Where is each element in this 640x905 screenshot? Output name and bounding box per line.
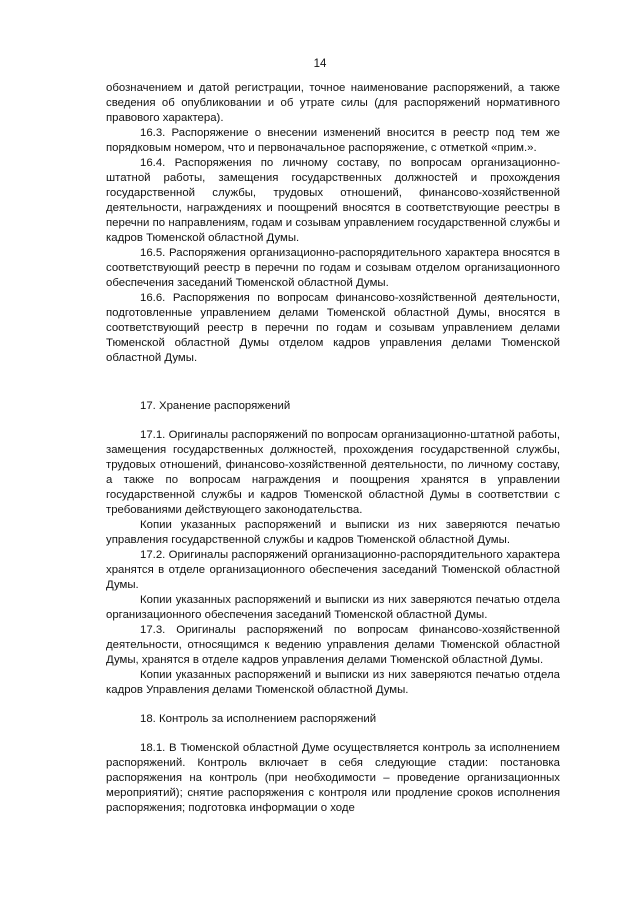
paragraph-17-1-copies: Копии указанных распоряжений и выписки из них заверяются печатью управления государственной службы и кадров Тюменской областной Думы. bbox=[106, 519, 560, 546]
section-gap bbox=[106, 414, 560, 428]
section-gap bbox=[106, 366, 560, 399]
page-number: 14 bbox=[313, 58, 327, 70]
section-18-heading: 18. Контроль за исполнением распоряжений bbox=[140, 713, 377, 725]
paragraph-16-4: 16.4. Распоряжения по личному составу, по вопросам организационно-штатной работы, замещения государственных должностей и прохождения государственной службы, трудовых отношений, финансово-хозяйственной деятельности, награждениях и поощрений вносятся в соответствующие реестры в перечни по направлениям, годам и созывам управлением государственной службы и кадров Тюменской областной Думы. bbox=[106, 157, 560, 244]
paragraph-18-1: 18.1. В Тюменской областной Думе осуществляется контроль за исполнением распоряжений. Контроль включает в себя следующие стадии: постановка распоряжения на контроль (при необходимости – проведение организационных мероприятий); снятие распоряжения с контроля или продление сроков исполнения распоряжения; подготовка информации о ходе bbox=[106, 742, 560, 814]
paragraph-16-6: 16.6. Распоряжения по вопросам финансово-хозяйственной деятельности, подготовленные управлением делами Тюменской областной Думы, вносятся в соответствующий реестр в перечни по годам и созывам управлением делами Тюменской областной Думы отделом кадров управления делами Тюменской областной Думы. bbox=[106, 292, 560, 364]
section-17-heading: 17. Хранение распоряжений bbox=[140, 400, 291, 412]
paragraph-17-1: 17.1. Оригиналы распоряжений по вопросам организационно-штатной работы, замещения государственных должностей, прохождения государственной службы, трудовых отношений, финансово-хозяйственной деятельности, по личному составу, а также по вопросам награждения и поощрения хранятся в управлении государственной службы и кадров Тюменской областной Думы в соответствии с требованиями действующего законодательства. bbox=[106, 429, 560, 516]
paragraph-17-3-copies: Копии указанных распоряжений и выписки из них заверяются печатью отдела кадров Управления делами Тюменской областной Думы. bbox=[106, 669, 560, 696]
paragraph-17-2-copies: Копии указанных распоряжений и выписки из них заверяются печатью отдела организационного обеспечения заседаний Тюменской областной Думы. bbox=[106, 594, 560, 621]
paragraph-17-2: 17.2. Оригиналы распоряжений организационно-распорядительного характера хранятся в отделе организационного обеспечения заседаний Тюменской областной Думы. bbox=[106, 549, 560, 591]
document-body bbox=[106, 81, 560, 816]
paragraph-16-5: 16.5. Распоряжения организационно-распорядительного характера вносятся в соответствующий реестр в перечни по годам и созывам отделом организационного обеспечения заседаний Тюменской областной Думы. bbox=[106, 247, 560, 289]
paragraph-17-3: 17.3. Оригиналы распоряжений по вопросам финансово-хозяйственной деятельности, относящимся к ведению управления делами Тюменской областной Думы, хранятся в отделе кадров управления делами Тюменской областной Думы. bbox=[106, 624, 560, 666]
paragraph-16-2-continuation: обозначением и датой регистрации, точное наименование распоряжений, а также сведения об опубликовании и об утрате силы (для распоряжений нормативного правового характера). bbox=[106, 82, 560, 124]
section-gap bbox=[106, 698, 560, 712]
paragraph-16-3: 16.3. Распоряжение о внесении изменений вносится в реестр под тем же порядковым номером, что и первоначальное распоряжение, с отметкой «прим.». bbox=[106, 127, 560, 154]
section-gap bbox=[106, 727, 560, 741]
